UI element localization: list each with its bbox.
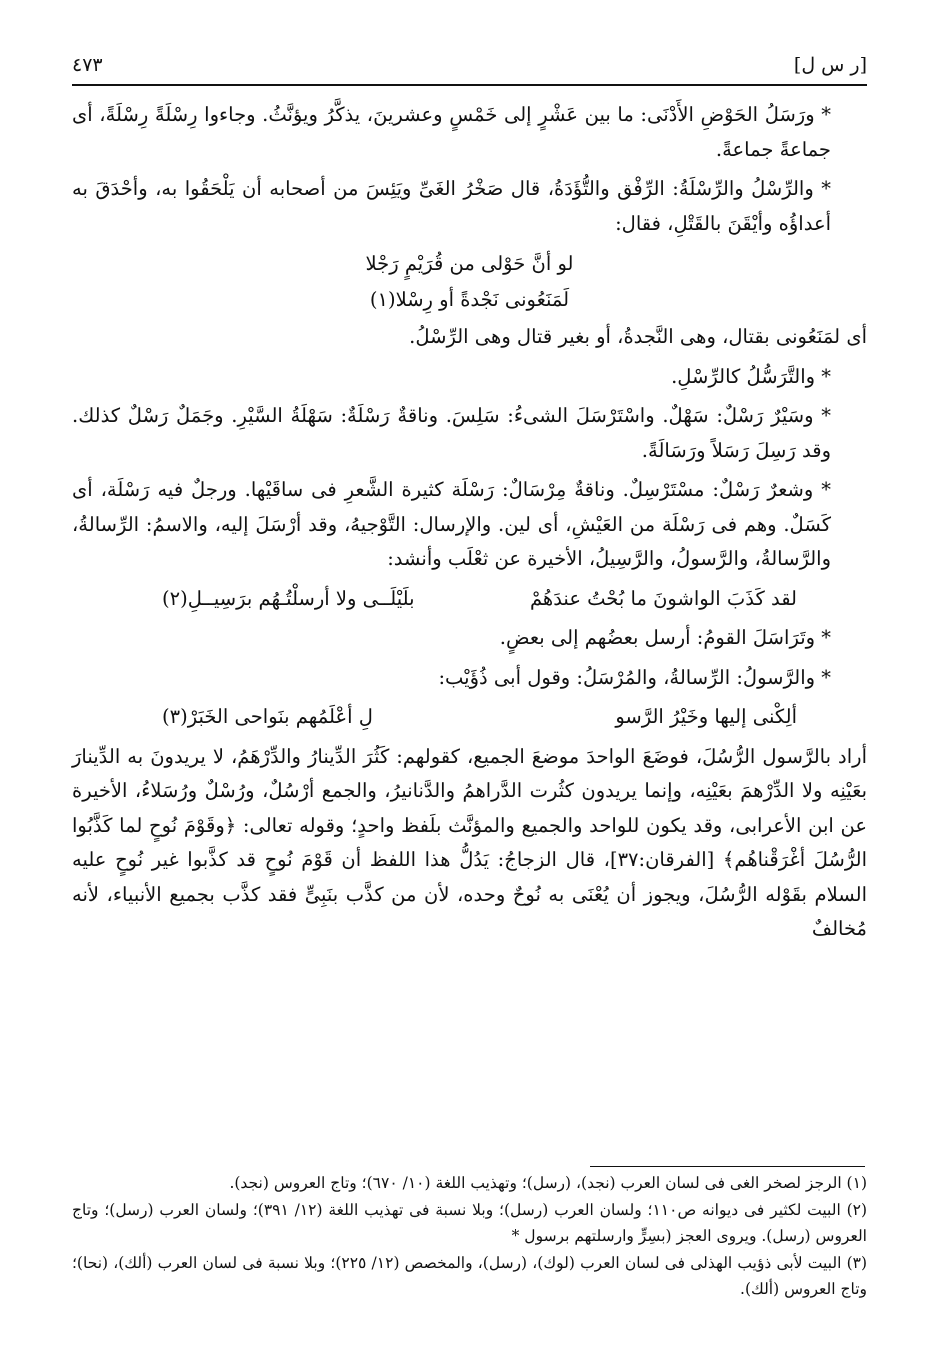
paragraph: * والتَّرَسُّلُ كالرِّسْلِ. [671, 364, 831, 388]
footnote: (٣) البيت لأبى ذؤيب الهذلى فى لسان العرب (لوك)، (رسل)، والمخصص (١٢/ ٢٢٥)؛ وبلا نسبة فى لسان العرب (ألك)، (نحا)؛ وتاج العروس (ألك). [72, 1253, 868, 1298]
entry-root: [ر س ل] [793, 54, 867, 76]
poetry-couplet [72, 700, 867, 735]
paragraph: أى لمَنَعُونى بقتال، وهى النَّجدةُ، أو بغير قتال وهى الرِّسْلُ. [409, 325, 867, 348]
footnote-rule [590, 1166, 865, 1167]
paragraph: * والرِّسْلُ والرِّسْلَةُ: الرِّفْق والتُّؤَدَةُ، قال صَخْرُ الغَىِّ ويَئِسَ من أصحابه أن يَلْحَقُوا به، وأحْدَقَ به أعداؤُه وأيْقَنَ بالقَتْلِ، فقال: [72, 177, 831, 235]
poetry-couplet [72, 582, 867, 617]
header-rule [72, 84, 867, 86]
paragraph: * وسَيْرٌ رَسْلٌ: سَهْلٌ. واسْتَرْسَلَ الشىءُ: سَلِسَ. وناقةٌ رَسْلَةٌ: سَهْلَةُ السَّيْرِ. وجَمَلٌ رَسْلٌ كذلك. وقد رَسِلَ رَسَلاً ورَسَالَةً. [72, 404, 831, 462]
hemistich-first: لقد كَذَبَ الواشونَ ما بُحْتُ عندَهُمْ [529, 586, 797, 610]
hemistich-first: ألِكْنى إليها وخَيْرُ الرَّسو [615, 705, 797, 728]
page-number: ٤٧٣ [72, 54, 103, 76]
page-header [72, 46, 867, 82]
hemistich-second: لِ أعْلَمُهم بنَواحى الخَبَرْ(٣) [162, 705, 373, 728]
paragraph: * وشعرٌ رَسْلٌ: مسْتَرْسِلٌ. وناقةٌ مِرْسَالٌ: رَسْلَة كثيرة الشَّعرِ فى ساقَيْها. ورجلٌ فيه رَسْلَة، أى كَسَلٌ. وهم فى رَسْلَة من العَيْشِ، أى لين. والإرسال: التَّوْجيهُ، وقد أرْسَلَ إليه، والاسمُ: الرِّسالةُ، والرَّسالةُ، والرَّسولُ، والرَّسِيلُ، الأخيرة عن ثعْلَب وأنشد: [72, 478, 831, 570]
verse-block [72, 246, 867, 318]
verse-line: لو أنَّ حَوْلى من قُرَيْمٍ رَجْلا [365, 252, 574, 275]
footnote: (٢) البيت لكثير فى ديوانه ص١١٠؛ ولسان العرب (رسل)؛ وبلا نسبة فى تهذيب اللغة (١٢/ ٣٩١)؛ ولسان العرب (رسل)؛ وتاج العروس (رسل). ويروى العجز (بسِرٍّ وارسلتهم برسول * [72, 1200, 868, 1245]
paragraph: * وتَرَاسَلَ القومُ: أرسل بعضُهم إلى بعضٍ. [499, 626, 831, 649]
footnote: (١) الرجز لصخر الغى فى لسان العرب (نجد)، (رسل)؛ وتهذيب اللغة (١٠/ ٦٧٠)؛ وتاج العروس (نجد). [229, 1174, 867, 1192]
footnotes [72, 1170, 867, 1303]
verse-line: لَمَنَعُونى نَجْدةً أو رِسْلا(١) [369, 288, 570, 311]
paragraph: أراد بالرَّسول الرُّسُلَ، فوضَعَ الواحدَ موضعَ الجميع، كقولهم: كَثُرَ الدِّينارُ والدِّرْهَمُ، لا يريدونَ به الدِّينارَ بعَيْنِه ولا الدِّرْهمَ بعَيْنِه، وإنما يريدون كثُرت الدَّراهمُ والدَّنانيرُ، والجمع أرْسُلٌ، ورُسْلٌ ورُسَلاءُ، الأخيرة عن ابن الأعرابى، وقد يكون للواحد والجميع والمؤنَّث بلَفظ واحدٍ؛ وقوله تعالى: ﴿وقَوْمَ نُوحٍ لما كَذَّبُوا الرُّسُلَ أغْرَقْناهُم﴾ [الفرقان:٣٧]، قال الزجاجُ: يَدُلُّ هذا اللفظ أن قَوْمَ نُوحٍ قد كذَّبوا غير نُوحٍ عليه السلام بقَوْله الرُّسُلَ، ويجوز أن يُعْنَى به نُوحٌ وحده، لأن من كذَّب بنَبِىٍّ فقد كذَّب بجميع الأنبياء، لأنه مُخالفٌ [72, 744, 867, 940]
main-text [72, 98, 867, 952]
hemistich-second: بلَيْلَــى ولا أرسلْتُـهُم برَسِيــلِ(٢) [162, 586, 415, 610]
paragraph: * ورَسَلُ الحَوْضِ الأَدْنَى: ما بين عَشْرٍ إلى خَمْسٍ وعشرينَ، يذكَّرُ ويؤنَّثُ. وجاءوا رِسْلَةً رِسْلَةً، أى جماعةً جماعةً. [72, 103, 831, 161]
paragraph: * والرَّسولُ: الرِّسالةُ، والمُرْسَلُ: وقول أبى ذُؤَيْب: [438, 665, 831, 689]
